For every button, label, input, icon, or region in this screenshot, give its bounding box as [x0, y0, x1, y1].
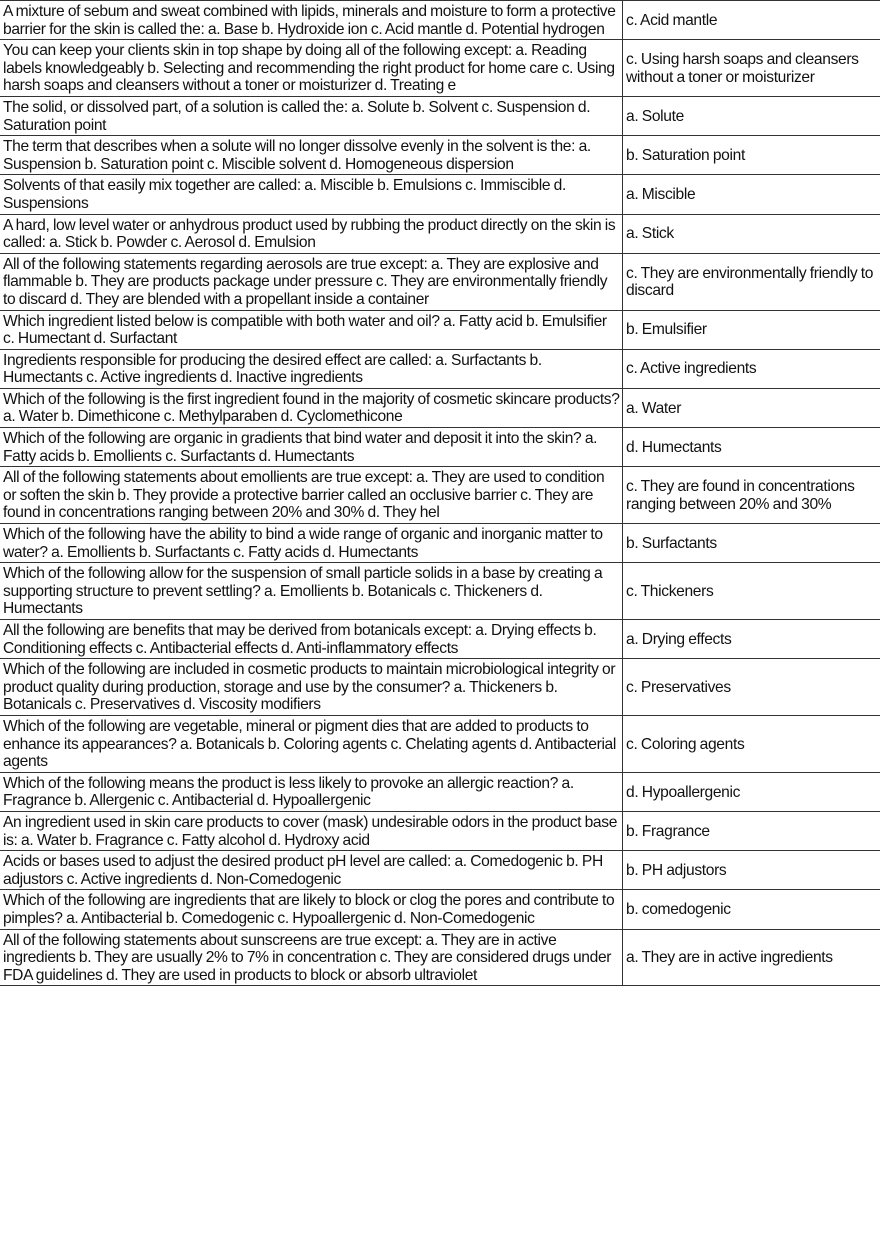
question-cell: Which of the following allow for the suspension of small particle solids in a base by creating a supporting structure to prevent settling? a. Emollients b. Botanicals c. Thickeners d. Humectants [0, 563, 623, 620]
question-cell: Which of the following are ingredients that are likely to block or clog the pores and contribute to pimples? a. Antibacterial b. Comedogenic c. Hypoallergenic d. Non-Comedogenic [0, 890, 623, 929]
answer-cell: c. Preservatives [623, 659, 880, 716]
answer-cell: a. Drying effects [623, 620, 880, 659]
answer-cell: a. Miscible [623, 175, 880, 214]
answer-cell: b. Saturation point [623, 136, 880, 175]
table-row [0, 96, 880, 135]
table-row [0, 890, 880, 929]
table-row [0, 388, 880, 427]
question-cell: Which of the following means the product is less likely to provoke an allergic reaction? a. Fragrance b. Allergenic c. Antibacterial d. Hypoallergenic [0, 772, 623, 811]
table-row [0, 772, 880, 811]
table-row [0, 136, 880, 175]
answer-cell: c. Active ingredients [623, 349, 880, 388]
answer-cell: c. Acid mantle [623, 1, 880, 40]
question-cell: The term that describes when a solute will no longer dissolve evenly in the solvent is the: a. Suspension b. Saturation point c. Miscible solvent d. Homogeneous dispersion [0, 136, 623, 175]
question-cell: Which of the following are organic in gradients that bind water and deposit it into the skin? a. Fatty acids b. Emollients c. Surfactants d. Humectants [0, 428, 623, 467]
question-cell: All of the following statements regarding aerosols are true except: a. They are explosive and flammable b. They are products package under pressure c. They are environmentally friendly to discard d. They are blended with a propellant inside a container [0, 253, 623, 310]
table-row [0, 929, 880, 986]
question-cell: Solvents of that easily mix together are called: a. Miscible b. Emulsions c. Immiscible d. Suspensions [0, 175, 623, 214]
table-row [0, 563, 880, 620]
question-cell: Which of the following are included in cosmetic products to maintain microbiological integrity or product quality during production, storage and use by the consumer? a. Thickeners b. Botanicals c. Preservatives d. Viscosity modifiers [0, 659, 623, 716]
table-row [0, 40, 880, 97]
question-cell: Which of the following have the ability to bind a wide range of organic and inorganic matter to water? a. Emollients b. Surfactants c. Fatty acids d. Humectants [0, 524, 623, 563]
question-cell: Which ingredient listed below is compatible with both water and oil? a. Fatty acid b. Emulsifier c. Humectant d. Surfactant [0, 310, 623, 349]
answer-cell: c. Coloring agents [623, 715, 880, 772]
table-row [0, 428, 880, 467]
answer-cell: c. Thickeners [623, 563, 880, 620]
table-row [0, 175, 880, 214]
question-cell: An ingredient used in skin care products to cover (mask) undesirable odors in the product base is: a. Water b. Fragrance c. Fatty alcohol d. Hydroxy acid [0, 811, 623, 850]
question-cell: Ingredients responsible for producing the desired effect are called: a. Surfactants b. Humectants c. Active ingredients d. Inactive ingredients [0, 349, 623, 388]
flashcard-table-body [0, 1, 880, 986]
table-row [0, 811, 880, 850]
table-row [0, 620, 880, 659]
answer-cell: b. comedogenic [623, 890, 880, 929]
answer-cell: d. Humectants [623, 428, 880, 467]
answer-cell: c. Using harsh soaps and cleansers without a toner or moisturizer [623, 40, 880, 97]
table-row [0, 659, 880, 716]
answer-cell: b. Surfactants [623, 524, 880, 563]
question-cell: Which of the following is the first ingredient found in the majority of cosmetic skincare products? a. Water b. Dimethicone c. Methylparaben d. Cyclomethicone [0, 388, 623, 427]
question-cell: The solid, or dissolved part, of a solution is called the: a. Solute b. Solvent c. Suspension d. Saturation point [0, 96, 623, 135]
table-row [0, 349, 880, 388]
question-cell: Which of the following are vegetable, mineral or pigment dies that are added to products to enhance its appearances? a. Botanicals b. Coloring agents c. Chelating agents d. Antibacterial agents [0, 715, 623, 772]
question-cell: All of the following statements about sunscreens are true except: a. They are in active ingredients b. They are usually 2% to 7% in concentration c. They are considered drugs under FDA guidelines d. They are used in products to block or absorb ultraviolet [0, 929, 623, 986]
answer-cell: a. Water [623, 388, 880, 427]
table-row [0, 253, 880, 310]
table-row [0, 1, 880, 40]
table-row [0, 851, 880, 890]
answer-cell: c. They are found in concentrations ranging between 20% and 30% [623, 467, 880, 524]
answer-cell: d. Hypoallergenic [623, 772, 880, 811]
answer-cell: b. Emulsifier [623, 310, 880, 349]
answer-cell: a. They are in active ingredients [623, 929, 880, 986]
question-cell: You can keep your clients skin in top shape by doing all of the following except: a. Reading labels knowledgeably b. Selecting and recommending the right product for home care c. Using harsh soaps and cleansers without a toner or moisturizer d. Treating e [0, 40, 623, 97]
answer-cell: c. They are environmentally friendly to discard [623, 253, 880, 310]
table-row [0, 214, 880, 253]
answer-cell: a. Solute [623, 96, 880, 135]
answer-cell: a. Stick [623, 214, 880, 253]
question-cell: A mixture of sebum and sweat combined with lipids, minerals and moisture to form a protective barrier for the skin is called the: a. Base b. Hydroxide ion c. Acid mantle d. Potential hydrogen [0, 1, 623, 40]
question-cell: All of the following statements about emollients are true except: a. They are used to condition or soften the skin b. They provide a protective barrier called an occlusive barrier c. They are found in concentrations ranging between 20% and 30% d. They hel [0, 467, 623, 524]
table-row [0, 715, 880, 772]
table-row [0, 310, 880, 349]
question-cell: Acids or bases used to adjust the desired product pH level are called: a. Comedogenic b. PH adjustors c. Active ingredients d. Non-Comedogenic [0, 851, 623, 890]
table-row [0, 524, 880, 563]
question-cell: All the following are benefits that may be derived from botanicals except: a. Drying effects b. Conditioning effects c. Antibacterial effects d. Anti-inflammatory effects [0, 620, 623, 659]
answer-cell: b. PH adjustors [623, 851, 880, 890]
table-row [0, 467, 880, 524]
answer-cell: b. Fragrance [623, 811, 880, 850]
question-cell: A hard, low level water or anhydrous product used by rubbing the product directly on the skin is called: a. Stick b. Powder c. Aerosol d. Emulsion [0, 214, 623, 253]
